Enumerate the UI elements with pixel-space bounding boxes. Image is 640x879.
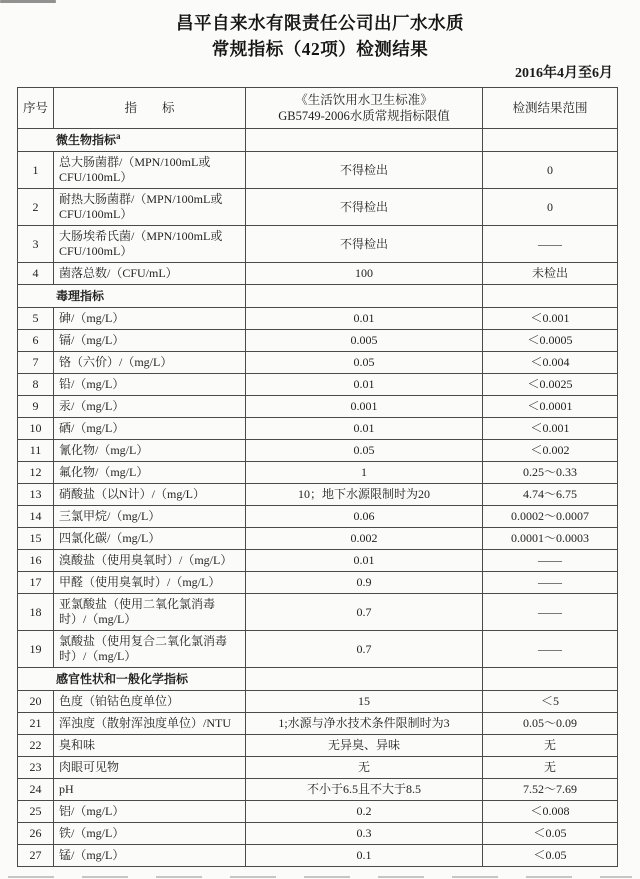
row-number-cell: 11 (18, 440, 54, 462)
result-cell: 4.74～6.75 (483, 484, 618, 506)
table-row (18, 779, 618, 801)
indicator-cell: 砷/（mg/L） (54, 308, 246, 330)
table-row (18, 713, 618, 735)
table-row (18, 631, 618, 668)
indicator-cell: 甲醛（使用臭氧时）/（mg/L） (54, 572, 246, 594)
page-title-line2: 常规指标（42项）检测结果 (211, 39, 429, 59)
table-row (18, 823, 618, 845)
row-number-cell: 6 (18, 330, 54, 352)
result-cell: 0.0002～0.0007 (483, 506, 618, 528)
table-row (18, 735, 618, 757)
report-period: 2016年4月至6月 (515, 66, 613, 81)
row-number-cell: 9 (18, 396, 54, 418)
indicator-cell: 肉眼可见物 (54, 757, 246, 779)
indicator-cell: 浑浊度（散射浑浊度单位）/NTU (54, 713, 246, 735)
indicator-cell: 锰/（mg/L） (54, 845, 246, 867)
result-cell: ＜0.008 (483, 801, 618, 823)
section-empty-cell (483, 129, 618, 152)
table-row (18, 374, 618, 396)
limit-cell: 0.001 (246, 396, 483, 418)
table-row (18, 226, 618, 263)
section-empty-cell (246, 285, 483, 308)
row-number-cell: 7 (18, 352, 54, 374)
indicator-cell: 硒/（mg/L） (54, 418, 246, 440)
result-cell: ＜0.05 (483, 823, 618, 845)
limit-cell: 1 (246, 462, 483, 484)
limit-cell: 不得检出 (246, 226, 483, 263)
header-col-limit (246, 88, 483, 129)
indicator-cell: 氰化物/（mg/L） (54, 440, 246, 462)
result-cell: 0.05～0.09 (483, 713, 618, 735)
page-title (0, 0, 640, 62)
section-label-text: 感官性状和一般化学指标 (56, 672, 189, 686)
result-cell: 0.25～0.33 (483, 462, 618, 484)
result-cell: —— (483, 631, 618, 668)
section-empty-cell (483, 285, 618, 308)
indicator-cell: 铬（六价）/（mg/L） (54, 352, 246, 374)
row-number-cell: 13 (18, 484, 54, 506)
table-row (18, 189, 618, 226)
row-number-cell: 18 (18, 594, 54, 631)
section-empty-cell (483, 668, 618, 691)
table-row (18, 396, 618, 418)
limit-cell: 0.1 (246, 845, 483, 867)
row-number-cell: 15 (18, 528, 54, 550)
indicator-cell: 硝酸盐（以N计）/（mg/L） (54, 484, 246, 506)
limit-cell: 0.01 (246, 374, 483, 396)
section-header-row (18, 285, 618, 308)
limit-cell: 0.05 (246, 352, 483, 374)
row-number-cell: 17 (18, 572, 54, 594)
indicator-cell: 三氯甲烷/（mg/L） (54, 506, 246, 528)
table-row (18, 757, 618, 779)
indicator-cell: 总大肠菌群/（MPN/100mL或CFU/100mL） (54, 152, 246, 189)
section-label-superscript: a (116, 131, 121, 141)
table-row (18, 352, 618, 374)
section-header-row (18, 668, 618, 691)
row-number-cell: 16 (18, 550, 54, 572)
result-cell: 0.0001～0.0003 (483, 528, 618, 550)
row-number-cell: 1 (18, 152, 54, 189)
result-cell: 无 (483, 735, 618, 757)
section-label-cell (18, 668, 246, 691)
limit-cell: 15 (246, 691, 483, 713)
scan-artifact-bottom (8, 876, 632, 878)
indicator-cell: 汞/（mg/L） (54, 396, 246, 418)
limit-cell: 0.05 (246, 440, 483, 462)
result-cell: 未检出 (483, 263, 618, 285)
result-cell: —— (483, 572, 618, 594)
row-number-cell: 14 (18, 506, 54, 528)
row-number-cell: 22 (18, 735, 54, 757)
header-col-result: 检测结果范围 (483, 88, 618, 129)
result-cell: ＜0.05 (483, 845, 618, 867)
table-row (18, 550, 618, 572)
row-number-cell: 27 (18, 845, 54, 867)
indicator-cell: 臭和味 (54, 735, 246, 757)
limit-cell: 不得检出 (246, 189, 483, 226)
limit-cell: 100 (246, 263, 483, 285)
limit-cell: 0.9 (246, 572, 483, 594)
limit-cell: 0.005 (246, 330, 483, 352)
table-header-row (18, 88, 618, 129)
indicator-cell: 四氯化碳/（mg/L） (54, 528, 246, 550)
indicator-cell: 溴酸盐（使用臭氧时）/（mg/L） (54, 550, 246, 572)
limit-cell: 1;水源与净水技术条件限制时为3 (246, 713, 483, 735)
page-title-line1: 昌平自来水有限责任公司出厂水水质 (176, 13, 464, 33)
indicator-cell: 镉/（mg/L） (54, 330, 246, 352)
table-row (18, 801, 618, 823)
result-cell: ＜5 (483, 691, 618, 713)
limit-cell: 0.2 (246, 801, 483, 823)
table-row (18, 528, 618, 550)
header-col-number: 序号 (18, 88, 54, 129)
limit-cell: 0.7 (246, 631, 483, 668)
table-row (18, 484, 618, 506)
table-row (18, 440, 618, 462)
table-row (18, 845, 618, 867)
section-label-text: 微生物指标 (56, 133, 117, 147)
limit-cell: 0.7 (246, 594, 483, 631)
section-empty-cell (246, 129, 483, 152)
limit-cell: 0.3 (246, 823, 483, 845)
header-col-indicator: 指 标 (54, 88, 246, 129)
limit-cell: 0.002 (246, 528, 483, 550)
table-row (18, 418, 618, 440)
limit-cell: 0.01 (246, 550, 483, 572)
limit-cell: 0.01 (246, 308, 483, 330)
row-number-cell: 23 (18, 757, 54, 779)
table-row (18, 691, 618, 713)
limit-cell: 0.01 (246, 418, 483, 440)
indicator-cell: 耐热大肠菌群/（MPN/100mL或CFU/100mL） (54, 189, 246, 226)
result-cell: —— (483, 226, 618, 263)
result-cell: 0 (483, 189, 618, 226)
section-header-row (18, 129, 618, 152)
table-row (18, 308, 618, 330)
limit-cell: 不得检出 (246, 152, 483, 189)
row-number-cell: 19 (18, 631, 54, 668)
result-cell: ＜0.0005 (483, 330, 618, 352)
section-label-cell (18, 129, 246, 152)
limit-cell: 0.06 (246, 506, 483, 528)
limit-cell: 无异臭、异味 (246, 735, 483, 757)
row-number-cell: 25 (18, 801, 54, 823)
row-number-cell: 24 (18, 779, 54, 801)
result-cell: ＜0.001 (483, 418, 618, 440)
row-number-cell: 5 (18, 308, 54, 330)
result-cell: ＜0.001 (483, 308, 618, 330)
result-cell: ＜0.004 (483, 352, 618, 374)
indicator-cell: pH (54, 779, 246, 801)
row-number-cell: 8 (18, 374, 54, 396)
result-cell: 0 (483, 152, 618, 189)
row-number-cell: 21 (18, 713, 54, 735)
table-row (18, 462, 618, 484)
table-row (18, 152, 618, 189)
section-label-cell (18, 285, 246, 308)
table-row (18, 263, 618, 285)
row-number-cell: 10 (18, 418, 54, 440)
limit-cell: 无 (246, 757, 483, 779)
result-cell: ＜0.002 (483, 440, 618, 462)
header-col-limit-line2: GB5749-2006水质常规指标限值 (278, 109, 450, 123)
indicator-cell: 亚氯酸盐（使用二氧化氯消毒时）/（mg/L） (54, 594, 246, 631)
indicator-cell: 色度（铂钴色度单位） (54, 691, 246, 713)
row-number-cell: 12 (18, 462, 54, 484)
limit-cell: 不小于6.5且不大于8.5 (246, 779, 483, 801)
indicator-cell: 氟化物/（mg/L） (54, 462, 246, 484)
indicator-cell: 氯酸盐（使用复合二氧化氯消毒时）/（mg/L） (54, 631, 246, 668)
indicator-cell: 铁/（mg/L） (54, 823, 246, 845)
row-number-cell: 26 (18, 823, 54, 845)
result-cell: —— (483, 594, 618, 631)
row-number-cell: 3 (18, 226, 54, 263)
indicator-cell: 铝/（mg/L） (54, 801, 246, 823)
section-empty-cell (246, 668, 483, 691)
indicator-cell: 菌落总数/（CFU/mL） (54, 263, 246, 285)
row-number-cell: 4 (18, 263, 54, 285)
result-cell: 无 (483, 757, 618, 779)
row-number-cell: 2 (18, 189, 54, 226)
table-row (18, 330, 618, 352)
result-cell: ＜0.0001 (483, 396, 618, 418)
indicator-cell: 大肠埃希氏菌/（MPN/100mL或CFU/100mL） (54, 226, 246, 263)
result-cell: —— (483, 550, 618, 572)
results-table (17, 87, 618, 867)
table-row (18, 572, 618, 594)
section-label-text: 毒理指标 (56, 289, 105, 303)
header-col-limit-line1: 《生活饮用水卫生标准》 (295, 93, 433, 107)
table-row (18, 594, 618, 631)
table-row (18, 506, 618, 528)
limit-cell: 10；地下水源限制时为20 (246, 484, 483, 506)
indicator-cell: 铅/（mg/L） (54, 374, 246, 396)
row-number-cell: 20 (18, 691, 54, 713)
result-cell: 7.52～7.69 (483, 779, 618, 801)
result-cell: ＜0.0025 (483, 374, 618, 396)
